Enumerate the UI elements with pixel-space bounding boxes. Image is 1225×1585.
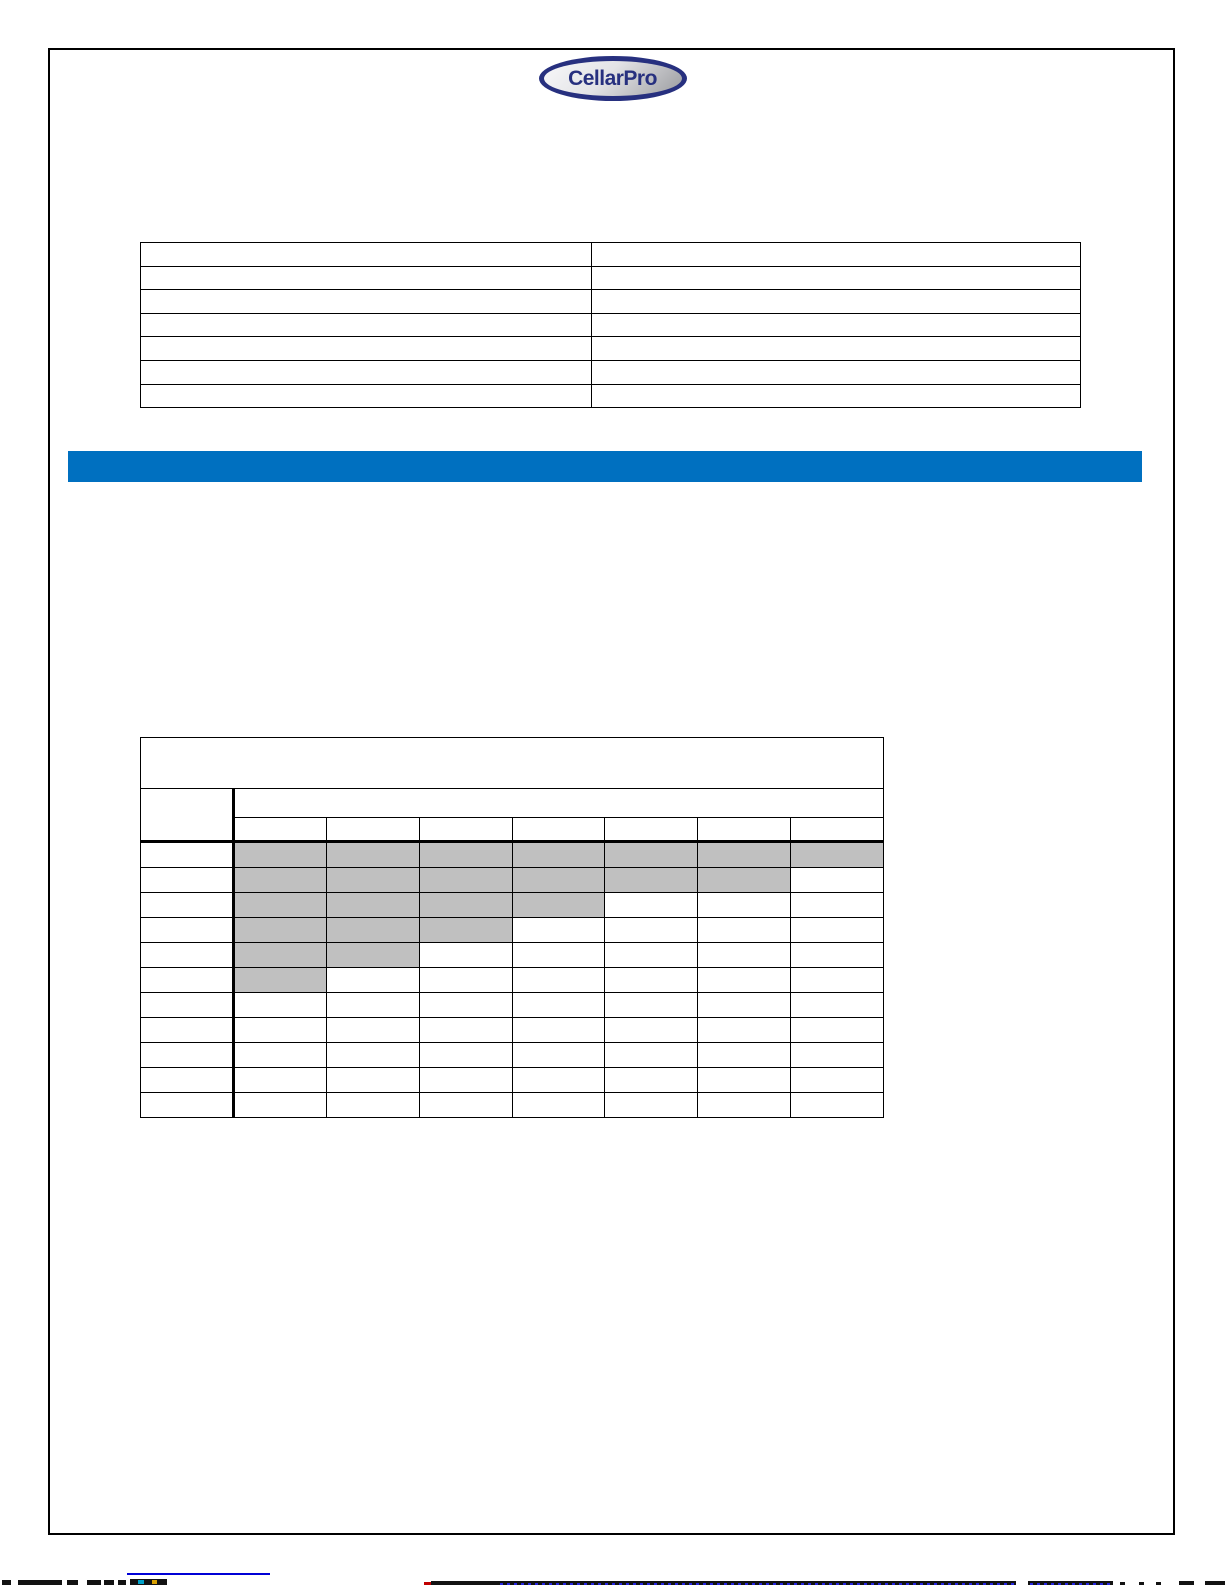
footer-link-underline[interactable] xyxy=(127,1573,270,1575)
matrix-cell xyxy=(605,893,698,918)
matrix-cell xyxy=(419,1043,512,1068)
matrix-cell xyxy=(791,1043,884,1068)
matrix-row-header-cell xyxy=(141,893,234,918)
matrix-row-header-cell xyxy=(141,1068,234,1093)
matrix-cell xyxy=(791,918,884,943)
matrix-left-header-cell xyxy=(141,789,234,842)
matrix-data-row xyxy=(141,1093,884,1118)
matrix-column-header-cell xyxy=(233,818,326,842)
matrix-cell xyxy=(698,1068,791,1093)
matrix-data-row xyxy=(141,918,884,943)
spec-row xyxy=(141,243,1081,267)
matrix-row-header-cell xyxy=(141,918,234,943)
spec-cell xyxy=(141,243,592,267)
matrix-cell xyxy=(605,1093,698,1118)
matrix-data-row xyxy=(141,1043,884,1068)
matrix-cell xyxy=(512,868,605,893)
matrix-top-band-cell xyxy=(233,789,883,818)
spec-row xyxy=(141,266,1081,290)
matrix-cell xyxy=(233,868,326,893)
matrix-column-header-cell xyxy=(698,818,791,842)
matrix-cell xyxy=(326,943,419,968)
matrix-data-row xyxy=(141,1018,884,1043)
matrix-cell xyxy=(698,868,791,893)
matrix-cell xyxy=(233,1018,326,1043)
matrix-subheader-row xyxy=(141,818,884,842)
matrix-cell xyxy=(326,993,419,1018)
matrix-row-header-cell xyxy=(141,868,234,893)
spec-row xyxy=(141,384,1081,408)
matrix-cell xyxy=(233,968,326,993)
matrix-cell xyxy=(419,868,512,893)
spec-table-body xyxy=(141,243,1081,408)
matrix-cell xyxy=(326,968,419,993)
matrix-cell xyxy=(419,1018,512,1043)
matrix-cell xyxy=(791,893,884,918)
matrix-cell xyxy=(791,842,884,868)
matrix-cell xyxy=(791,1018,884,1043)
matrix-cell xyxy=(419,1093,512,1118)
spec-row xyxy=(141,290,1081,314)
matrix-cell xyxy=(419,842,512,868)
matrix-cell xyxy=(233,1043,326,1068)
matrix-data-row xyxy=(141,993,884,1018)
spec-cell xyxy=(592,337,1081,361)
matrix-cell xyxy=(698,993,791,1018)
matrix-cell xyxy=(791,943,884,968)
matrix-cell xyxy=(512,968,605,993)
matrix-cell xyxy=(605,918,698,943)
matrix-cell xyxy=(791,1068,884,1093)
matrix-data-row xyxy=(141,893,884,918)
spec-cell xyxy=(141,337,592,361)
matrix-band-row xyxy=(141,789,884,818)
matrix-cell xyxy=(233,918,326,943)
matrix-cell xyxy=(419,918,512,943)
matrix-row-header-cell xyxy=(141,968,234,993)
matrix-cell xyxy=(326,1093,419,1118)
spec-cell xyxy=(592,266,1081,290)
matrix-cell xyxy=(326,1068,419,1093)
spec-cell xyxy=(141,290,592,314)
spec-cell xyxy=(141,266,592,290)
spec-cell xyxy=(141,313,592,337)
matrix-cell xyxy=(419,893,512,918)
spec-table xyxy=(140,242,1081,408)
spec-row xyxy=(141,313,1081,337)
matrix-cell xyxy=(326,893,419,918)
logo-oval-background xyxy=(544,61,682,96)
spec-row xyxy=(141,360,1081,384)
matrix-cell xyxy=(233,893,326,918)
matrix-cell xyxy=(698,918,791,943)
matrix-cell xyxy=(698,943,791,968)
spec-cell xyxy=(592,313,1081,337)
matrix-cell xyxy=(326,1043,419,1068)
section-header-bar xyxy=(68,451,1142,482)
spec-cell xyxy=(141,384,592,408)
matrix-cell xyxy=(791,968,884,993)
matrix-column-header-cell xyxy=(326,818,419,842)
matrix-cell xyxy=(791,993,884,1018)
matrix-cell xyxy=(512,1093,605,1118)
matrix-row-header-cell xyxy=(141,1043,234,1068)
spec-row xyxy=(141,337,1081,361)
matrix-cell xyxy=(233,842,326,868)
matrix-row-header-cell xyxy=(141,993,234,1018)
matrix-cell xyxy=(512,993,605,1018)
matrix-cell xyxy=(512,893,605,918)
matrix-cell xyxy=(605,993,698,1018)
spec-cell xyxy=(592,290,1081,314)
matrix-cell xyxy=(419,968,512,993)
matrix-cell xyxy=(233,943,326,968)
matrix-data-row xyxy=(141,968,884,993)
matrix-cell xyxy=(605,842,698,868)
matrix-cell xyxy=(512,918,605,943)
matrix-row-header-cell xyxy=(141,943,234,968)
matrix-cell xyxy=(791,1093,884,1118)
logo-text: CellarPro xyxy=(568,67,657,90)
matrix-cell xyxy=(605,943,698,968)
matrix-data-row xyxy=(141,842,884,868)
matrix-cell xyxy=(326,842,419,868)
matrix-cell xyxy=(326,868,419,893)
matrix-cell xyxy=(419,1068,512,1093)
matrix-cell xyxy=(233,1068,326,1093)
matrix-title-cell xyxy=(141,738,884,789)
matrix-cell xyxy=(605,868,698,893)
matrix-title-row xyxy=(141,738,884,789)
matrix-cell xyxy=(419,993,512,1018)
matrix-cell xyxy=(698,968,791,993)
matrix-cell xyxy=(605,1043,698,1068)
spec-cell xyxy=(592,384,1081,408)
matrix-column-header-cell xyxy=(512,818,605,842)
matrix-cell xyxy=(512,1043,605,1068)
matrix-cell xyxy=(512,1068,605,1093)
cellarpro-logo xyxy=(539,56,687,101)
matrix-data-row xyxy=(141,868,884,893)
matrix-row-header-cell xyxy=(141,1093,234,1118)
matrix-column-header-cell xyxy=(605,818,698,842)
matrix-cell xyxy=(605,1068,698,1093)
matrix-cell xyxy=(791,868,884,893)
matrix-cell xyxy=(419,943,512,968)
matrix-table xyxy=(140,737,884,1118)
matrix-data-row xyxy=(141,943,884,968)
matrix-column-header-cell xyxy=(791,818,884,842)
matrix-cell xyxy=(233,993,326,1018)
matrix-cell xyxy=(512,943,605,968)
matrix-cell xyxy=(698,1093,791,1118)
matrix-cell xyxy=(698,893,791,918)
matrix-row-header-cell xyxy=(141,842,234,868)
spec-cell xyxy=(141,360,592,384)
matrix-cell xyxy=(326,918,419,943)
matrix-cell xyxy=(605,968,698,993)
spec-cell xyxy=(592,360,1081,384)
matrix-cell xyxy=(512,842,605,868)
matrix-cell xyxy=(233,1093,326,1118)
matrix-row-header-cell xyxy=(141,1018,234,1043)
spec-cell xyxy=(592,243,1081,267)
matrix-cell xyxy=(698,1018,791,1043)
matrix-column-header-cell xyxy=(419,818,512,842)
matrix-cell xyxy=(698,1043,791,1068)
matrix-cell xyxy=(605,1018,698,1043)
matrix-cell xyxy=(326,1018,419,1043)
matrix-table-body xyxy=(141,738,884,1118)
matrix-cell xyxy=(512,1018,605,1043)
matrix-data-row xyxy=(141,1068,884,1093)
matrix-cell xyxy=(698,842,791,868)
